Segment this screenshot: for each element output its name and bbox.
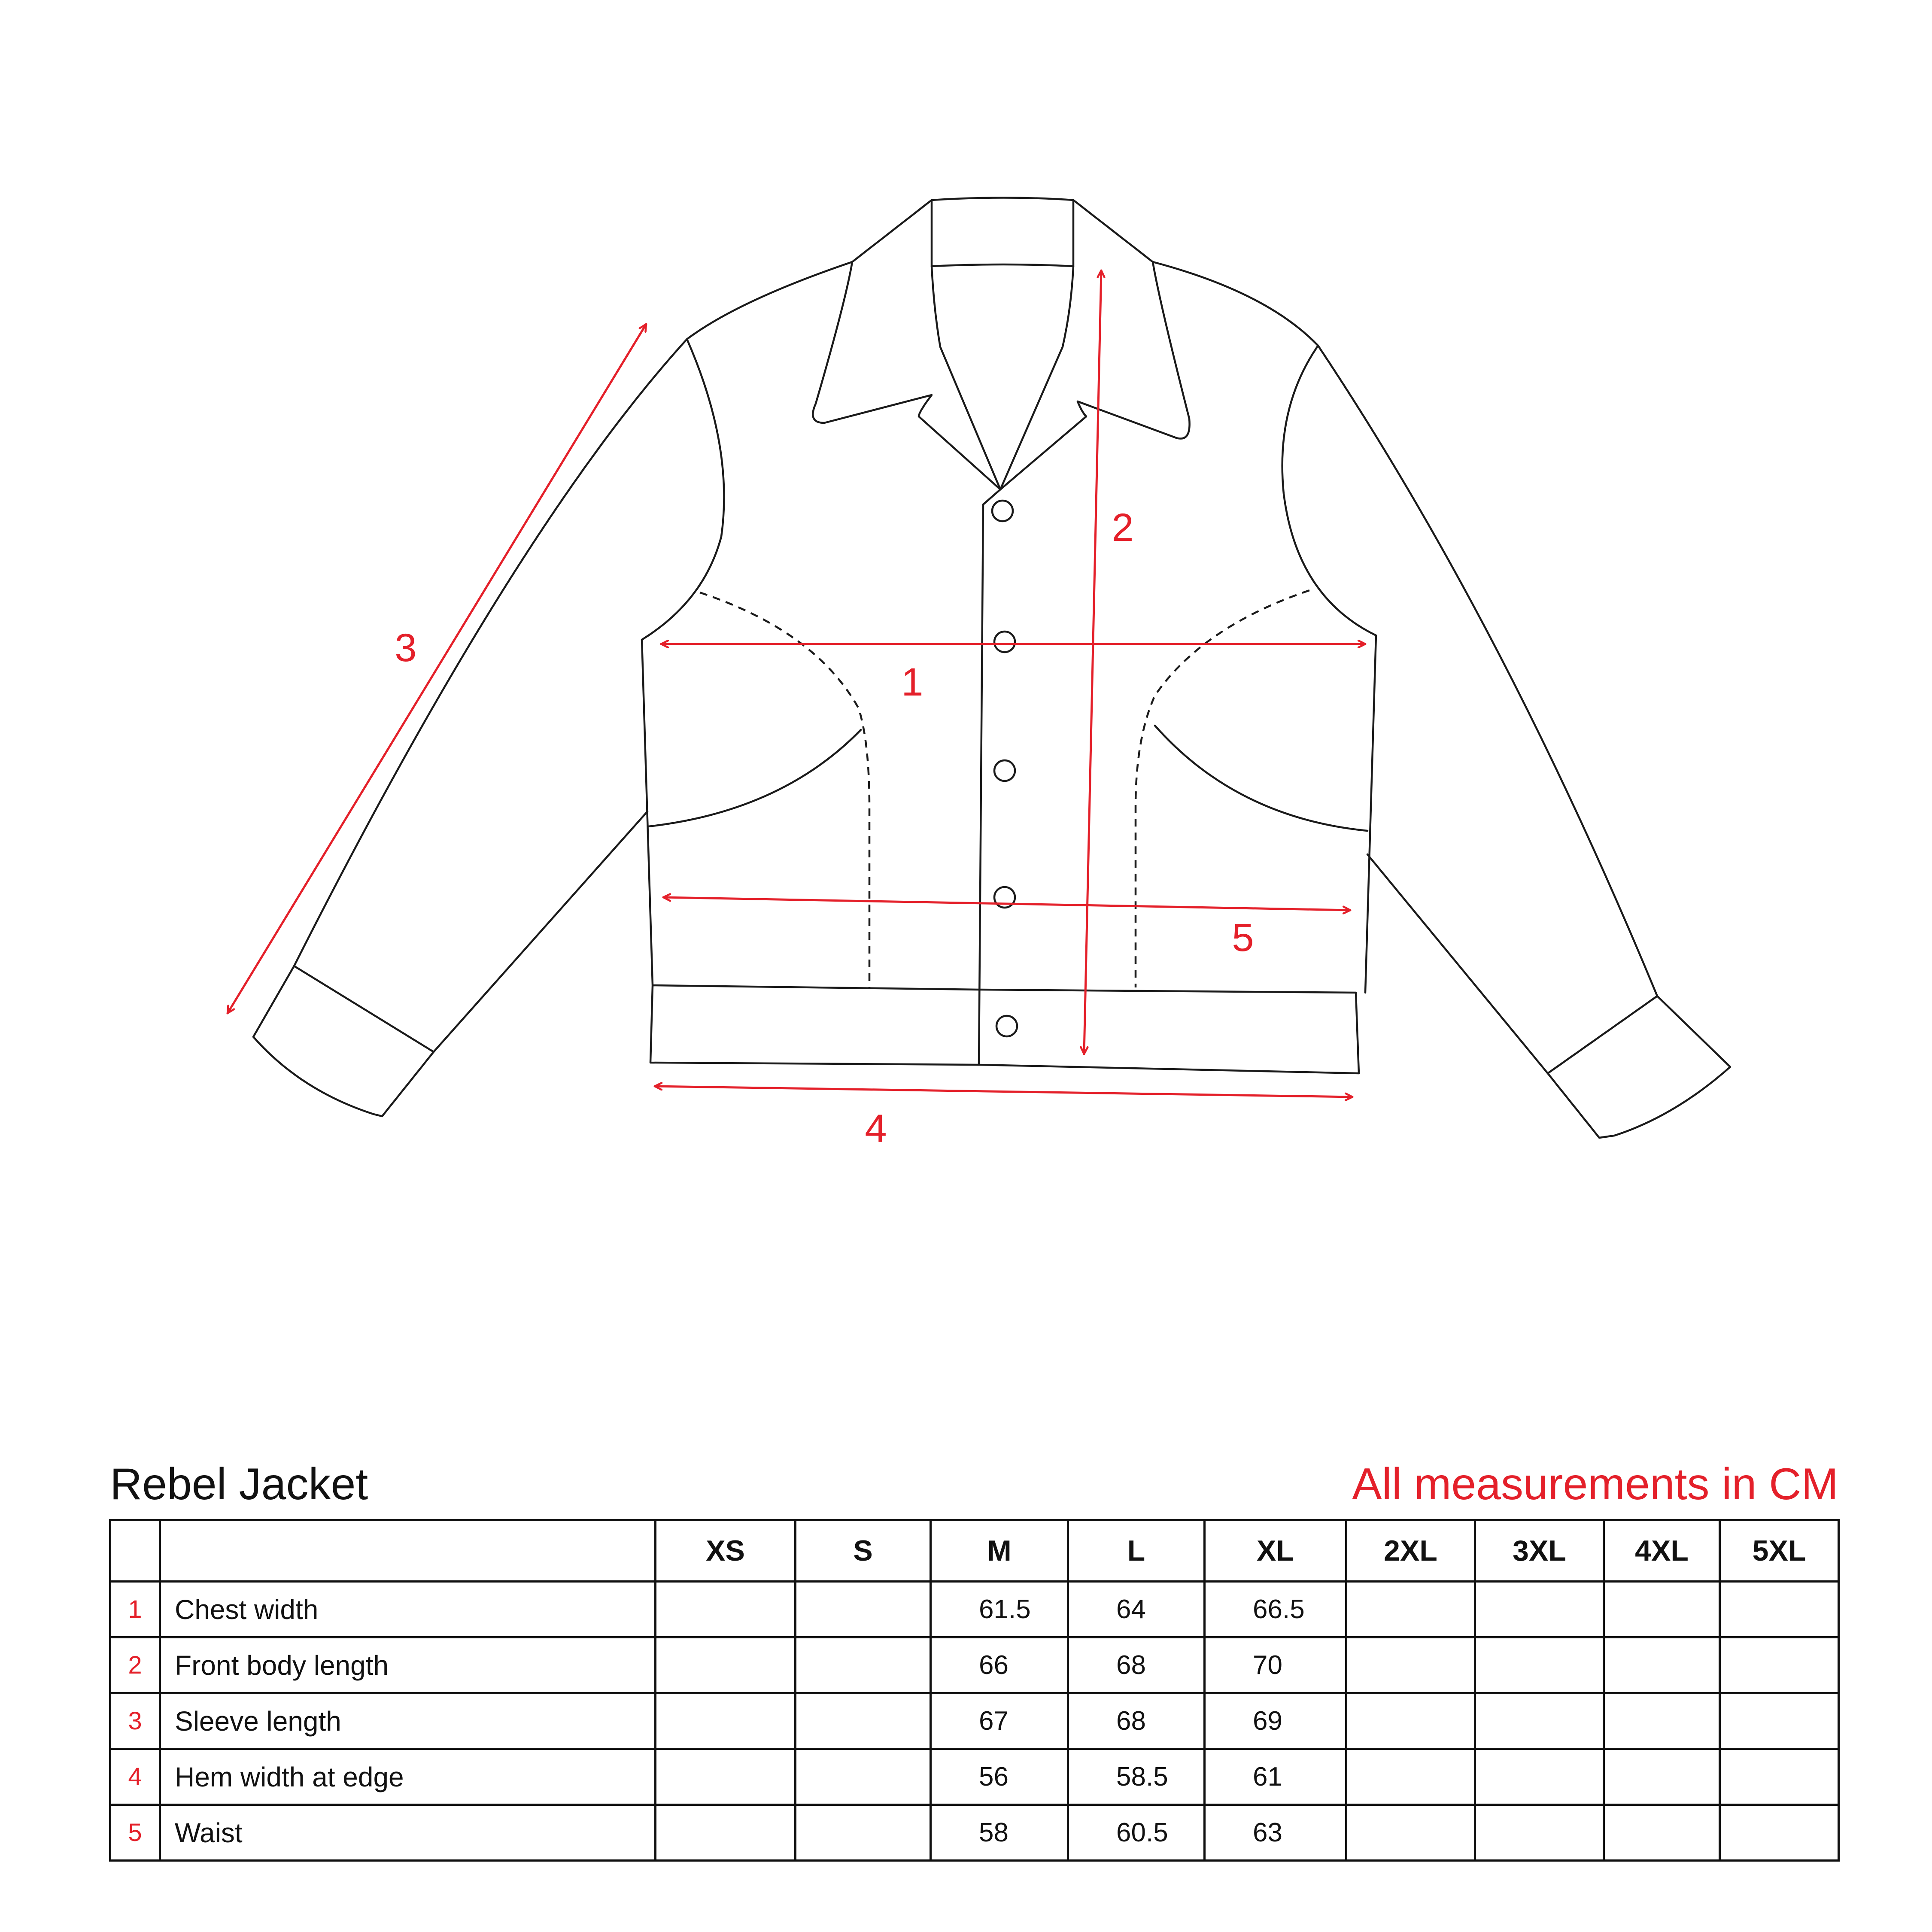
measurement-value — [1720, 1637, 1839, 1693]
table-row — [110, 1805, 1839, 1861]
header-size-l: L — [1068, 1520, 1205, 1582]
header-size-3xl: 3XL — [1475, 1520, 1604, 1582]
measurement-value — [1720, 1693, 1839, 1749]
sleeve-left — [253, 339, 687, 1116]
measurement-value — [796, 1693, 931, 1749]
arrow-front-length — [1084, 270, 1101, 1054]
measurement-value: 66.5 — [1205, 1582, 1346, 1637]
measurement-value: 64 — [1068, 1582, 1205, 1637]
measurement-value — [1346, 1637, 1475, 1693]
header-size-xl: XL — [1205, 1520, 1346, 1582]
measurement-value — [796, 1637, 931, 1693]
button-5 — [996, 1016, 1017, 1036]
measurement-value: 58.5 — [1068, 1749, 1205, 1805]
measurement-arrows — [228, 270, 1365, 1097]
button-1 — [992, 501, 1013, 521]
row-number: 1 — [110, 1582, 160, 1637]
arrow-sleeve — [228, 324, 646, 1013]
row-number: 4 — [110, 1749, 160, 1805]
seam-left — [700, 592, 869, 987]
measurement-value — [1604, 1749, 1720, 1805]
measurement-value: 66 — [931, 1637, 1068, 1693]
table-row — [110, 1749, 1839, 1805]
measurement-value: 69 — [1205, 1693, 1346, 1749]
table-body — [110, 1582, 1839, 1861]
body-right — [1153, 262, 1376, 993]
measurement-value — [1346, 1805, 1475, 1861]
pocket-left — [648, 730, 861, 826]
collar-left — [813, 200, 1000, 489]
button-3 — [994, 760, 1015, 781]
measurement-value — [1720, 1582, 1839, 1637]
measurement-value: 60.5 — [1068, 1805, 1205, 1861]
table-header-row — [110, 1520, 1839, 1582]
measurement-value — [1475, 1637, 1604, 1693]
measurement-value — [656, 1693, 796, 1749]
size-table — [109, 1519, 1840, 1862]
header-size-xs: XS — [656, 1520, 796, 1582]
header-size-s: S — [796, 1520, 931, 1582]
row-number: 5 — [110, 1805, 160, 1861]
measurement-value — [1604, 1693, 1720, 1749]
measurement-value — [1475, 1693, 1604, 1749]
table-row — [110, 1693, 1839, 1749]
table-row — [110, 1637, 1839, 1693]
measurement-value — [656, 1805, 796, 1861]
row-number: 3 — [110, 1693, 160, 1749]
measurement-value — [656, 1749, 796, 1805]
header-size-5xl: 5XL — [1720, 1520, 1839, 1582]
measurement-value — [796, 1582, 931, 1637]
pocket-right — [1155, 726, 1367, 831]
sleeve-right — [1318, 346, 1730, 1138]
cuff-left — [294, 966, 434, 1052]
measurement-label: Hem width at edge — [160, 1749, 656, 1805]
marker-1: 1 — [901, 660, 923, 704]
marker-4: 4 — [865, 1107, 887, 1151]
marker-2: 2 — [1112, 506, 1134, 550]
measurement-value — [1475, 1749, 1604, 1805]
measurement-value — [1346, 1693, 1475, 1749]
measurement-value — [1720, 1805, 1839, 1861]
header-size-m: M — [931, 1520, 1068, 1582]
measurement-value — [796, 1805, 931, 1861]
measurement-value — [1720, 1749, 1839, 1805]
header-cell — [110, 1520, 160, 1582]
measurement-value — [1604, 1805, 1720, 1861]
measurement-value: 68 — [1068, 1637, 1205, 1693]
measurement-value — [1604, 1637, 1720, 1693]
header-size-2xl: 2XL — [1346, 1520, 1475, 1582]
seam-right — [1136, 590, 1309, 987]
measurement-value — [796, 1749, 931, 1805]
measurement-value: 63 — [1205, 1805, 1346, 1861]
measurement-value: 58 — [931, 1805, 1068, 1861]
row-number: 2 — [110, 1637, 160, 1693]
measurement-label: Waist — [160, 1805, 656, 1861]
measurement-label: Sleeve length — [160, 1693, 656, 1749]
measurement-label: Front body length — [160, 1637, 656, 1693]
marker-3: 3 — [395, 626, 417, 670]
header-size-4xl: 4XL — [1604, 1520, 1720, 1582]
measurement-value — [656, 1637, 796, 1693]
product-title: Rebel Jacket — [110, 1459, 368, 1509]
collar-right — [1000, 200, 1190, 489]
measurement-value — [1475, 1582, 1604, 1637]
measurement-value — [1346, 1582, 1475, 1637]
measurement-markers — [395, 506, 1254, 1151]
header-cell — [160, 1520, 656, 1582]
measurement-label: Chest width — [160, 1582, 656, 1637]
units-note: All measurements in CM — [1352, 1459, 1838, 1509]
measurement-value — [1346, 1749, 1475, 1805]
measurement-value: 61.5 — [931, 1582, 1068, 1637]
measurement-value: 68 — [1068, 1693, 1205, 1749]
marker-5: 5 — [1232, 916, 1254, 960]
measurement-value — [1604, 1582, 1720, 1637]
measurement-value — [1475, 1805, 1604, 1861]
measurement-value: 61 — [1205, 1749, 1346, 1805]
measurement-value: 67 — [931, 1693, 1068, 1749]
measurement-value — [656, 1582, 796, 1637]
cuff-right — [1548, 996, 1657, 1073]
measurement-value: 70 — [1205, 1637, 1346, 1693]
jacket-outline — [253, 198, 1730, 1138]
collar-stand — [932, 198, 1073, 267]
button-2 — [994, 632, 1015, 652]
table-row — [110, 1582, 1839, 1637]
arrow-hem — [655, 1086, 1352, 1097]
measurement-value: 56 — [931, 1749, 1068, 1805]
